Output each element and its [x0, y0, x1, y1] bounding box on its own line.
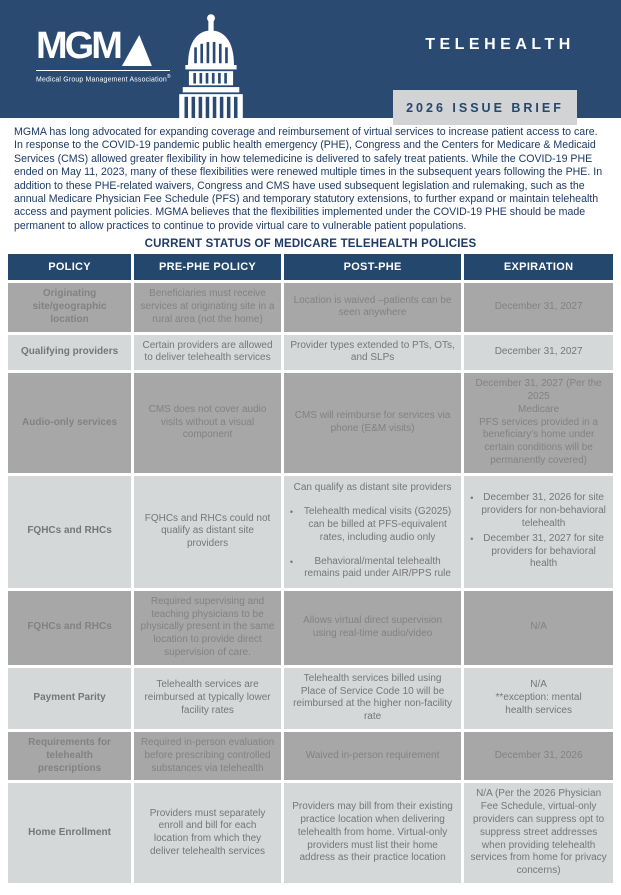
capitol-building-icon	[166, 12, 256, 118]
policy-table	[8, 254, 613, 883]
table-cell	[464, 668, 613, 729]
cell-line: permanently covered)	[490, 455, 587, 467]
cell-line: Medicare	[518, 403, 560, 415]
cell-line: beneficiary’s home under	[482, 429, 595, 441]
column-header-policy: POLICY	[8, 254, 131, 280]
mgma-logo	[36, 26, 170, 83]
table-cell: Telehealth services are reimbursed at typically lower facility rates	[134, 668, 281, 729]
header-banner	[0, 0, 621, 118]
table-cell: Waived in-person requirement	[284, 732, 461, 780]
bullet-item	[470, 492, 607, 530]
table-cell: Allows virtual direct supervision using real-time audio/video	[284, 591, 461, 665]
table-cell: Required supervising and teaching physicians to be physically present in the same location to provide direct supervision of care.	[134, 591, 281, 665]
table-cell: Certain providers are allowed to deliver telehealth services	[134, 335, 281, 371]
bullet-icon: •	[289, 507, 294, 518]
mgma-logo-letters: MGM	[36, 25, 120, 67]
table-cell: Beneficiaries must receive services at originating site in a rural area (not the home)	[134, 283, 281, 331]
table-cell	[284, 476, 461, 588]
table-cell: Providers must separately enroll and bill for each location from which they deliver telehealth services	[134, 783, 281, 883]
cell-line: certain conditions will be	[484, 442, 593, 454]
table-title: CURRENT STATUS OF MEDICARE TELEHEALTH POLICIES	[144, 238, 477, 251]
bullet-icon: •	[470, 493, 474, 504]
bullet-item	[290, 506, 455, 544]
bullet-text: December 31, 2027 for site providers for behavioral health	[483, 532, 604, 570]
table-cell: December 31, 2026	[464, 732, 613, 780]
issue-brief-badge: 2026 ISSUE BRIEF	[393, 90, 577, 125]
column-header-pre-phe: PRE-PHE POLICY	[134, 254, 281, 280]
policy-cell: Payment Parity	[8, 668, 131, 729]
mgma-logo-triangle-a-icon	[122, 35, 152, 66]
cell-line: **exception: mental	[495, 691, 582, 703]
cell-line: N/A	[530, 679, 547, 691]
bullet-text: December 31, 2026 for site providers for non-behavioral telehealth	[481, 492, 606, 530]
bullet-text: Behavioral/mental telehealth remains paid under AIR/PPS rule	[304, 555, 451, 580]
intro-paragraph: MGMA has long advocated for expanding coverage and reimbursement of virtual services to increase patient access to care. In response to the COVID-19 pandemic public health emergency (PHE), Congress and the Centers for Medicare & Medicaid Services (CMS) allowed greater flexibility in how telemedicine is delivered to safely treat patients. While the COVID-19 PHE ended on May 11, 2023, many of these flexibilities were renewed multiple times in the subsequent years following the PHE. In addition to these PHE-related waivers, Congress and CMS have used subsequent legislation and rulemaking, such as the annual Medicare Physician Fee Schedule (PFS) and temporary statutory extensions, to further expand or maintain telehealth access and payment policies. MGMA believes that the flexibilities implemented under the COVID-19 PHE should be made permanent to allow practices to continue to provide virtual care to vulnerable patient populations.	[14, 126, 603, 232]
column-header-post-phe: POST-PHE	[284, 254, 461, 280]
mgma-logo-wordmark	[36, 26, 170, 66]
table-cell	[464, 373, 613, 473]
cell-line: PFS services provided in a	[479, 416, 599, 428]
table-cell: Telehealth services billed using Place of Service Code 10 will be reimbursed at the higher non-facility rate	[284, 668, 461, 729]
table-cell	[464, 476, 613, 588]
registered-mark: ®	[166, 73, 171, 80]
bullet-icon: •	[470, 533, 474, 544]
table-cell: N/A	[464, 591, 613, 665]
policy-cell: Home Enrollment	[8, 783, 131, 883]
column-header-expiration: EXPIRATION	[464, 254, 613, 280]
policy-cell: Audio-only services	[8, 373, 131, 473]
cell-intro-line: Can qualify as distant site providers	[293, 482, 452, 494]
table-cell: Provider types extended to PTs, OTs, and SLPs	[284, 335, 461, 371]
policy-cell: Requirements for telehealth prescriptions	[8, 732, 131, 780]
table-cell: CMS will reimburse for services via phone (E&M visits)	[284, 373, 461, 473]
bullet-item	[470, 533, 607, 571]
cell-line: December 31, 2027 (Per the 2025	[475, 378, 602, 403]
policy-cell: FQHCs and RHCs	[8, 591, 131, 665]
policy-cell: FQHCs and RHCs	[8, 476, 131, 588]
table-cell: Location is waived –patients can be seen anywhere	[284, 283, 461, 331]
table-cell: Required in-person evaluation before prescribing controlled substances via telehealth	[134, 732, 281, 780]
bullet-item	[290, 556, 455, 582]
cell-line: health services	[505, 704, 572, 716]
policy-cell: Qualifying providers	[8, 335, 131, 371]
policy-cell: Originating site/geographic location	[8, 283, 131, 331]
table-cell: Providers may bill from their existing practice location when delivering telehealth from home. Virtual-only providers must list their home address as their practice location	[284, 783, 461, 883]
bullet-icon: •	[289, 556, 294, 567]
bullet-text: Telehealth medical visits (G2025) can be billed at PFS-equivalent rates, including audio only	[303, 506, 452, 543]
document-title: TELEHEALTH	[425, 36, 575, 53]
table-cell: N/A (Per the 2026 Physician Fee Schedule, virtual-only providers can suppress opt to suppress street addresses when providing telehealth services from home for privacy concerns)	[464, 783, 613, 883]
table-cell: December 31, 2027	[464, 283, 613, 331]
table-cell: December 31, 2027	[464, 335, 613, 371]
table-cell: FQHCs and RHCs could not qualify as distant site providers	[134, 476, 281, 588]
mgma-logo-tagline: Medical Group Management Association®	[36, 70, 170, 83]
table-cell: CMS does not cover audio visits without a visual component	[134, 373, 281, 473]
